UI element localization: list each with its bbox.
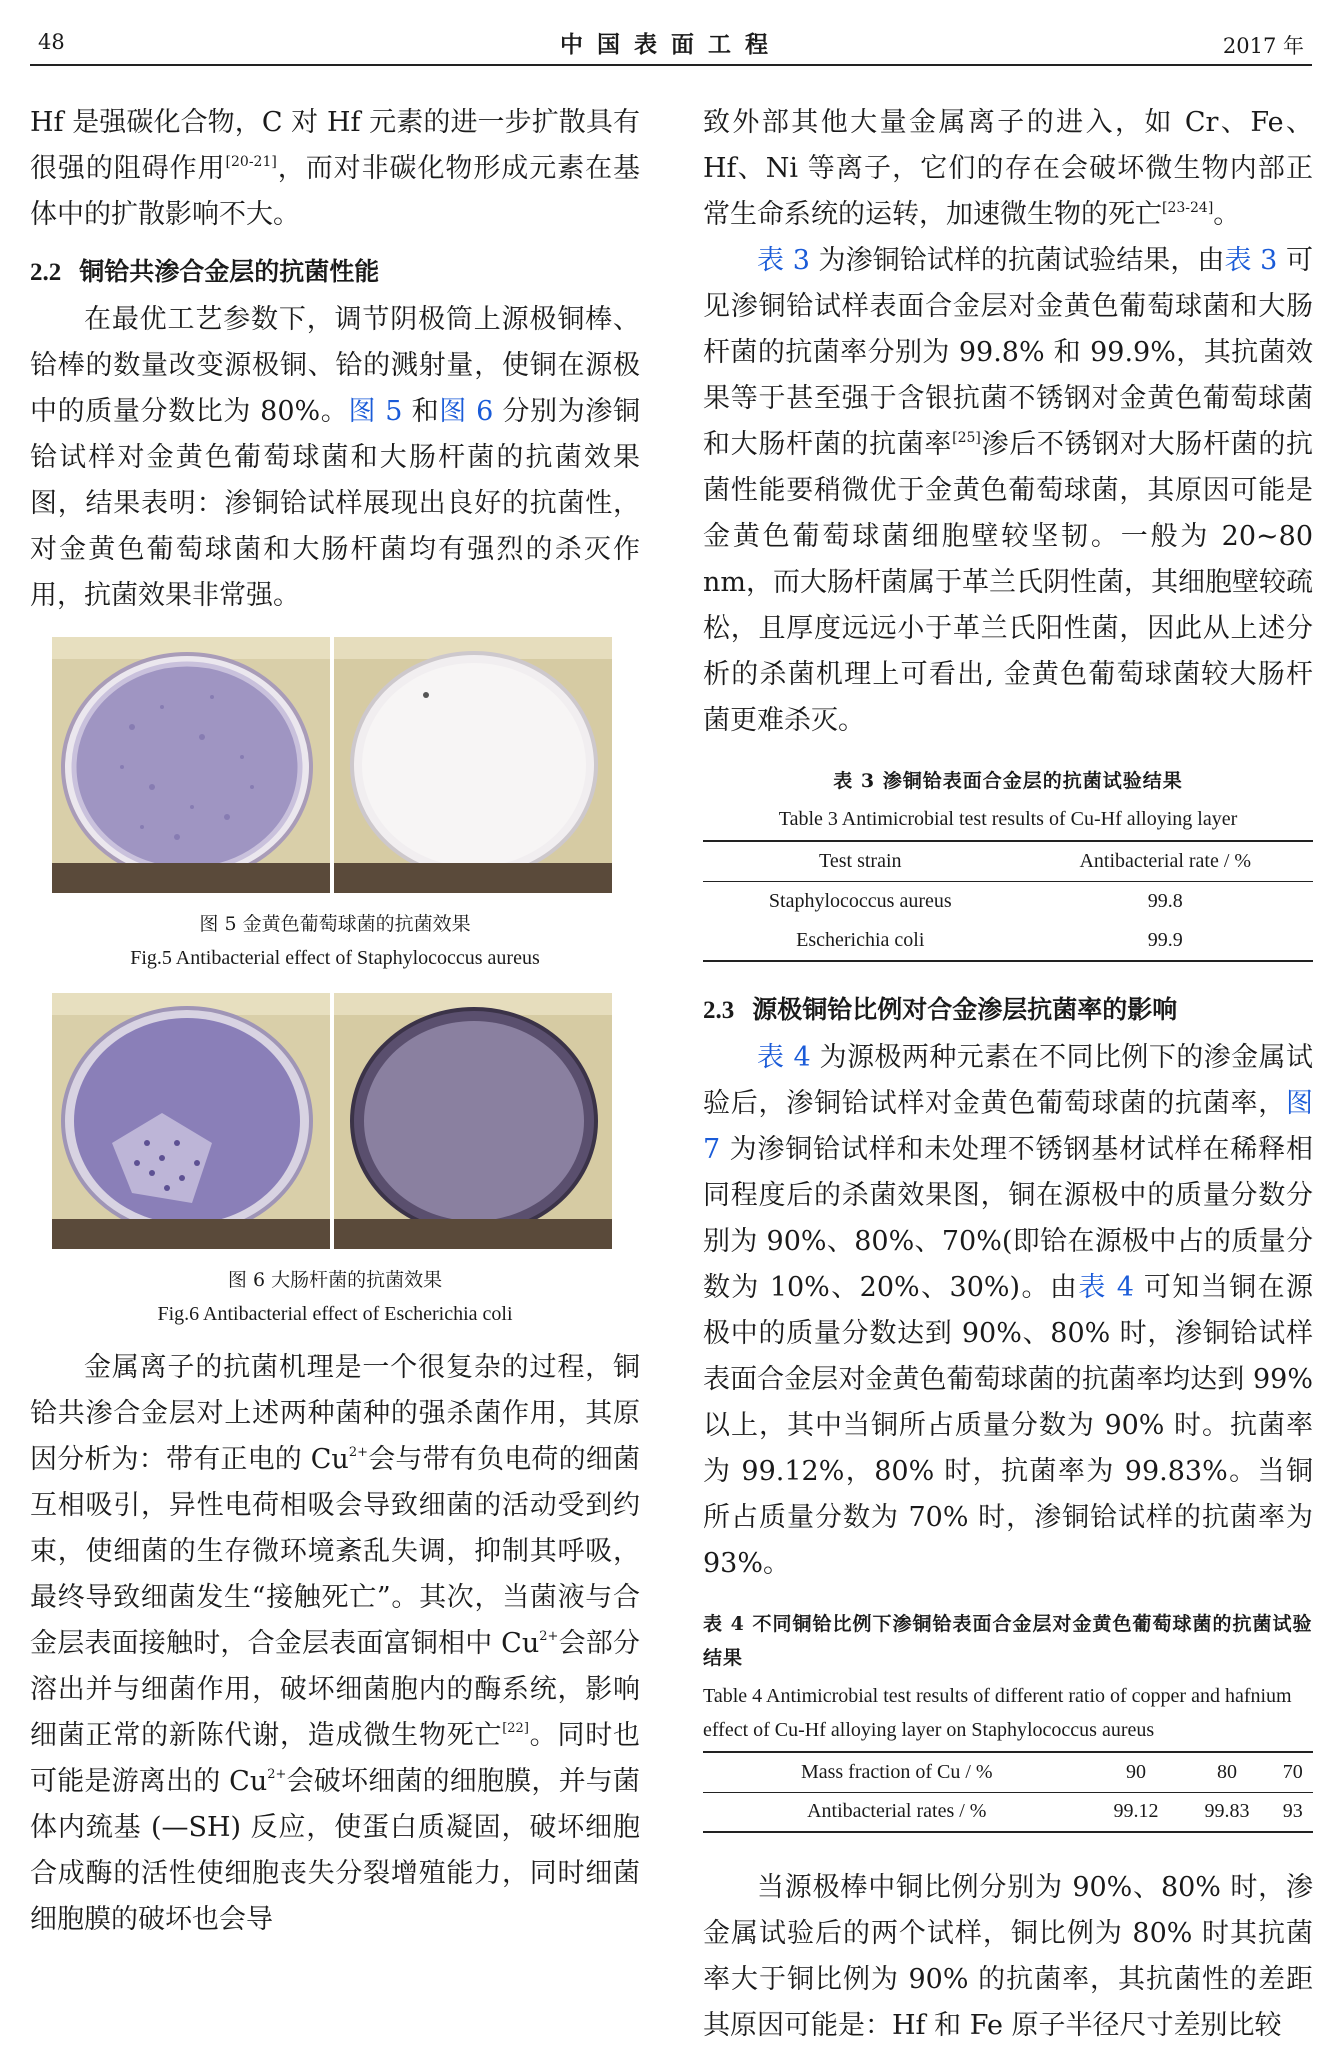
figure-6-caption-cn: 图 6 大肠杆菌的抗菌效果 [227,1269,443,1291]
petri-dish-photo-control [52,993,330,1249]
petri-dish-photo-treated [334,993,612,1249]
paragraph-mechanism: 金属离子的抗菌机理是一个很复杂的过程，铜铪共渗合金层对上述两种菌种的强杀菌作用，其原因分析为：带有正电的 $Cu^{2+}$会与带有负电荷的细菌互相吸引，异性电荷相吸会导致细菌的活动受到约束，使细菌的生存微环境紊乱失调，抑制其呼吸，最终导致细菌发生“接触死亡”。其次，当菌液与合金层表面接触时，合金层表面富铜相中 $Cu^{2+}$会部分溶出并与细菌作用，破坏细菌胞内的酶系统，影响细菌正常的新陈代谢，造成微生物死亡[22]。同时也可能是游离出的 $Cu^{2+}$会破坏细菌的细胞膜，并与菌体内巯基 (—SH) 反应，使蛋白质凝固，破坏细胞合成酶的活性使细胞丧失分裂增殖能力，同时细菌细胞膜的破坏也会导 [30,1352,641,1935]
right-column [703,100,1313,2049]
table-header: Test strain [703,841,1018,881]
paragraph-continued: 致外部其他大量金属离子的进入，如 Cr、Fe、Hf、Ni 等离子，它们的存在会破坏微生物内部正常生命系统的运转，加速微生物的死亡[23-24]。 [703,107,1313,230]
petri-dish-photo-treated [334,637,612,893]
paragraph-last: 当源极棒中铜比例分别为 90%、80% 时，渗金属试验后的两个试样，铜比例为 80% 时其抗菌率大于铜比例为 90% 的抗菌率，其抗菌性的差距其原因可能是：Hf 和 Fe 原子半径尺寸差别比较 [703,1872,1313,2041]
table-4 [703,1751,1313,1833]
page-number: 48 [38,30,65,54]
fig5-link[interactable]: 图 5 [348,396,403,427]
figure-6-image [52,993,612,1249]
table-row: Antibacterial rates / % 99.12 99.83 93 [807,1800,1303,1823]
table-3-caption-en: Table 3 Antimicrobial test results of Cu-Hf alloying layer [778,808,1238,830]
table-row: Mass fraction of Cu / % 90 80 70 [703,1752,1313,1792]
table-row: Escherichia coli 99.9 [796,929,1183,951]
citation[interactable]: [25] [952,430,981,446]
figure-5-caption-cn: 图 5 金黄色葡萄球菌的抗菌效果 [199,913,471,935]
paragraph-table3-discussion: 表 3 为渗铜铪试样的抗菌试验结果，由表 3 可见渗铜铪试样表面合金层对金黄色葡萄球菌和大肠杆菌的抗菌率分别为 99.8% 和 99.9%，其抗菌效果等于甚至强于含银抗菌不锈钢对金黄色葡萄球菌和大肠杆菌的抗菌率[25]渗后不锈钢对大肠杆菌的抗菌性能要稍微优于金黄色葡萄球菌，其原因可能是金黄色葡萄球菌细胞壁较坚韧。一般为 20~80 nm，而大肠杆菌属于革兰氏阴性菌，其细胞壁较疏松，且厚度远远小于革兰氏阳性菌，因此从上述分析的杀菌机理上可看出, 金黄色葡萄球菌较大肠杆菌更难杀灭。 [703,245,1314,736]
journal-title: 中国表面工程 [560,31,782,58]
citation[interactable]: [23-24] [1162,200,1214,216]
table-4-caption-cn: 表 4 不同铜铪比例下渗铜铪表面合金层对金黄色葡萄球菌的抗菌试验结果 [703,1613,1313,1669]
table-4-caption-en: Table 4 Antimicrobial test results of different ratio of copper and hafnium effect of Cu-Hf alloying layer on Staphylococcus aureus [703,1685,1292,1741]
left-column [30,100,640,1943]
table-row: Staphylococcus aureus 99.8 [768,889,1183,912]
figure-5-image [52,637,612,893]
citation[interactable]: [22] [502,1721,529,1736]
citation[interactable]: [20-21] [225,154,277,170]
table3-link[interactable]: 表 3 [1224,245,1278,276]
table-3-caption-cn: 表 3 渗铜铪表面合金层的抗菌试验结果 [833,770,1183,792]
year: 2017 年 [1222,34,1304,58]
section-heading-2-3: 2.3 源极铜铪比例对合金渗层抗菌率的影响 [703,995,1178,1024]
running-header [30,22,1312,66]
table3-link[interactable]: 表 3 [757,245,810,276]
table4-link[interactable]: 表 4 [1078,1272,1134,1303]
petri-dish-photo-control [52,637,330,893]
figure-5-caption-en: Fig.5 Antibacterial effect of Staphylococcus aureus [130,947,540,969]
paragraph-2-3: 表 4 为源极两种元素在不同比例下的渗金属试验后，渗铜铪试样对金黄色葡萄球菌的抗菌率，图 7 为渗铜铪试样和未处理不锈钢基材试样在稀释相同程度后的杀菌效果图，铜在源极中的质量分数分别为 90%、80%、70%(即铪在源极中占的质量分数为 10%、20%、30%)。由表 4 可知当铜在源极中的质量分数达到 90%、80% 时，渗铜铪试样表面合金层对金黄色葡萄球菌的抗菌率均达到 99% 以上，其中当铜所占质量分数为 90% 时。抗菌率为 99.12%，80% 时，抗菌率为 99.83%。当铜所占质量分数为 70% 时，渗铜铪试样的抗菌率为 93%。 [703,1042,1313,1579]
fig6-link[interactable]: 图 6 [439,396,494,427]
table-header: Antibacterial rate / % [1018,841,1313,881]
fig7-link[interactable]: 图 7 [703,1088,1313,1165]
figure-6-caption-en: Fig.6 Antibacterial effect of Escherichia coli [157,1303,513,1325]
table-3 [703,840,1313,962]
paragraph-intro: Hf 是强碳化合物，C 对 Hf 元素的进一步扩散具有很强的阻碍作用[20-21]，而对非碳化物形成元素在基体中的扩散影响不大。 [30,107,641,230]
section-heading-2-2: 2.2 铜铪共渗合金层的抗菌性能 [30,257,380,286]
table4-link[interactable]: 表 4 [757,1042,811,1073]
paragraph-2-2: 在最优工艺参数下，调节阴极筒上源极铜棒、铪棒的数量改变源极铜、铪的溅射量，使铜在源极中的质量分数比为 80%。图 5 和图 6 分别为渗铜铪试样对金黄色葡萄球菌和大肠杆菌的抗菌效果图，结果表明：渗铜铪试样展现出良好的抗菌性，对金黄色葡萄球菌和大肠杆菌均有强烈的杀灭作用，抗菌效果非常强。 [30,304,640,611]
